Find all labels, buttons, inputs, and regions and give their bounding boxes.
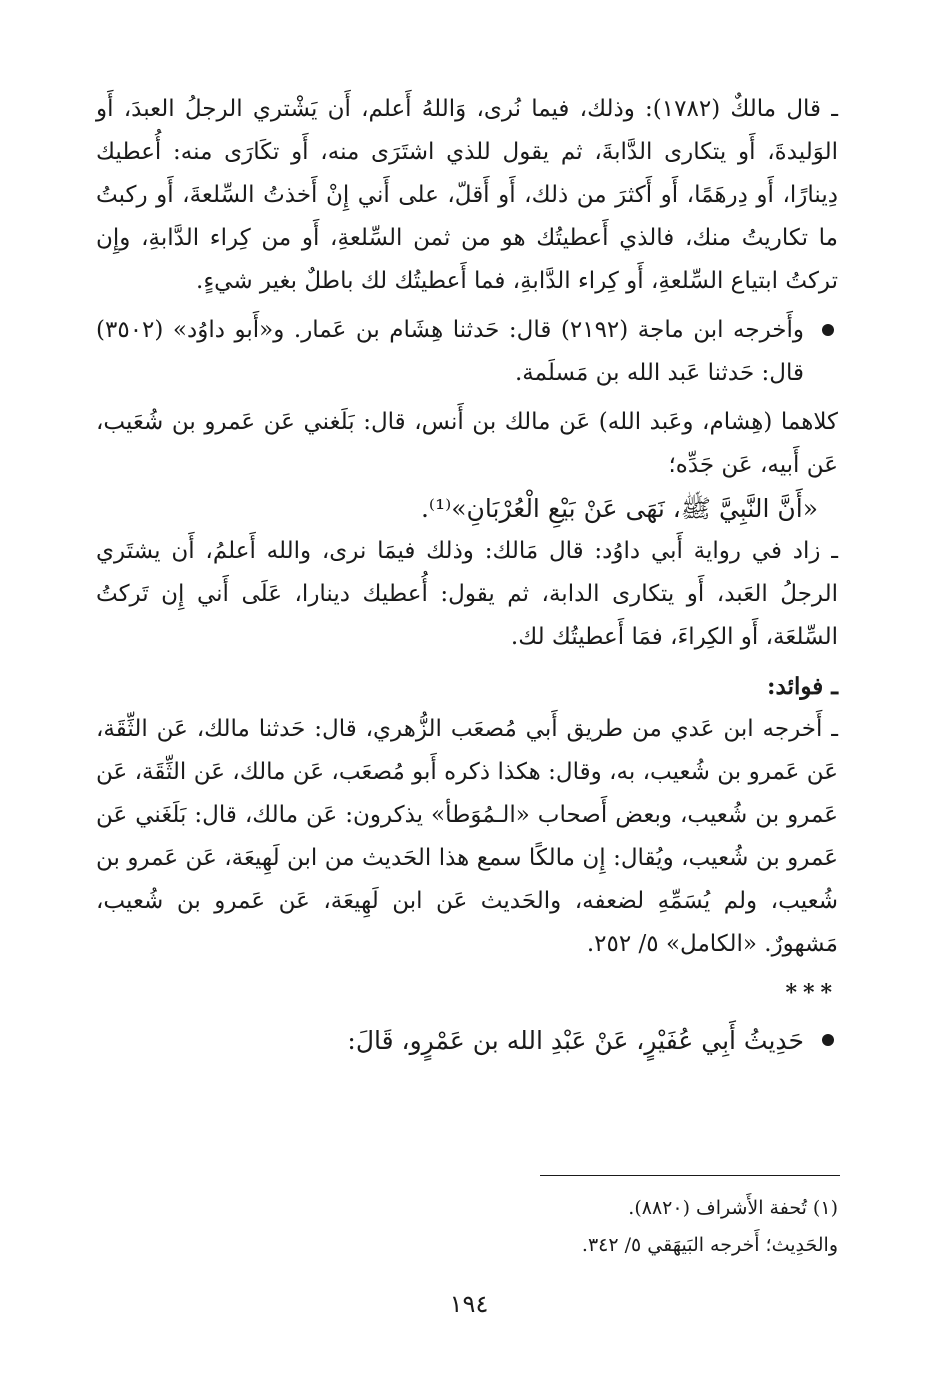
- bullet-icon: [822, 1034, 834, 1046]
- footnotes: [300, 1190, 838, 1264]
- footnote-1: (١) تُحفة الأَشراف (٨٨٢٠).: [628, 1197, 838, 1219]
- section-separator: ***: [785, 980, 838, 1006]
- bullet-icon: [822, 324, 834, 336]
- footnote-2: والحَدِيث؛ أَخرجه البَيهَقي ٥/ ٣٤٢.: [581, 1234, 838, 1256]
- fawaid-heading: ـ فوائد:: [767, 673, 838, 700]
- main-text: [96, 88, 838, 1062]
- hadith-matn: «أَنَّ النَّبِيَّ ﷺ، نَهَى عَنْ بَيْعِ الْعُرْبَانِ»⁽¹⁾.: [420, 494, 818, 523]
- malik-commentary-paragraph: ـ قال مالكٌ (١٧٨٢): وذلك، فيما نُرى، وَاللهُ أَعلم، أَن يَشْتري الرجلُ العبدَ، أَو الوَليدةَ، أَو يتكارى الدَّابةَ، ثم يقول للذي اشتَرَى منه، أَو تكَارَى منه: أُعطيك دِينارًا، أَو دِرهَمًا، أَو أَكثرَ من ذلك، أَو أَقلّ، على أَني إِنْ أَخذتُ السِّلعةَ، أَو ركبتُ ما تكاريتُ منك، فالذي أَعطيتُك هو من ثمن السِّلعةِ، أَو من كِراء الدَّابةِ، وإِن تركتُ ابتياع السِّلعةِ، أَو كِراء الدَّابةِ، فما أَعطيتُك لك باطلٌ بغير شيءٍ.: [96, 96, 838, 294]
- takhrij-text: وأَخرجه ابن ماجة (٢١٩٢) قال: حَدثنا هِشَام بن عَمار. و«أَبو داوُد» (٣٥٠٢) قال: حَدثنا عَبد الله بن مَسلَمة.: [96, 317, 804, 386]
- fawaid-paragraph: ـ أَخرجه ابن عَدي من طريق أَبي مُصعَب الزُّهري، قال: حَدثنا مالك، عَن الثِّقَة، عَن عَمرو بن شُعيب، به، وقال: هكذا ذكره أَبو مُصعَب، عَن مالك، عَن الثِّقَة، عَن عَمرو بن شُعيب، وبعض أَصحاب «الـمُوَطأ» يذكرون: عَن مالك، قال: بَلَغَني عَن عَمرو بن شُعيب، ويُقال: إِن مالكًا سمع هذا الحَديث من ابن لَهِيعَة، عَن عَمرو بن شُعيب، ولم يُسَمِّهِ لضعفه، والحَديث عَن ابن لَهِيعَة، عَن عَمرو بن شُعيب، مَشهورٌ. «الكامل» ٥/ ٢٥٢.: [96, 716, 838, 957]
- isnad-paragraph: كلاهما (هِشام، وعَبد الله) عَن مالك بن أَنس، قال: بَلَغني عَن عَمرو بن شُعَيب، عَن أَبيه، عَن جَدِّه؛: [96, 409, 838, 478]
- next-hadith-text: حَدِيثُ أَبِي عُفَيْرٍ، عَنْ عَبْدِ الله بن عَمْرٍو، قَالَ:: [347, 1026, 804, 1055]
- abu-dawud-addition-paragraph: ـ زاد في رواية أَبي داوُد: قال مَالك: وذلك فيمَا نرى، والله أَعلمُ، أَن يشتَري الرجلُ العَبد، أَو يتكارى الدابة، ثم يقول: أُعطيك دينارا، عَلَى أَني إِن تَركتُ السِّلعَة، أَو الكِراءَ، فمَا أَعطيتُك لك.: [96, 538, 838, 650]
- takhrij-paragraph: [96, 309, 838, 395]
- page-number: ١٩٤: [449, 1290, 489, 1318]
- footnote-divider: [540, 1175, 840, 1176]
- next-hadith-heading: [96, 1019, 838, 1062]
